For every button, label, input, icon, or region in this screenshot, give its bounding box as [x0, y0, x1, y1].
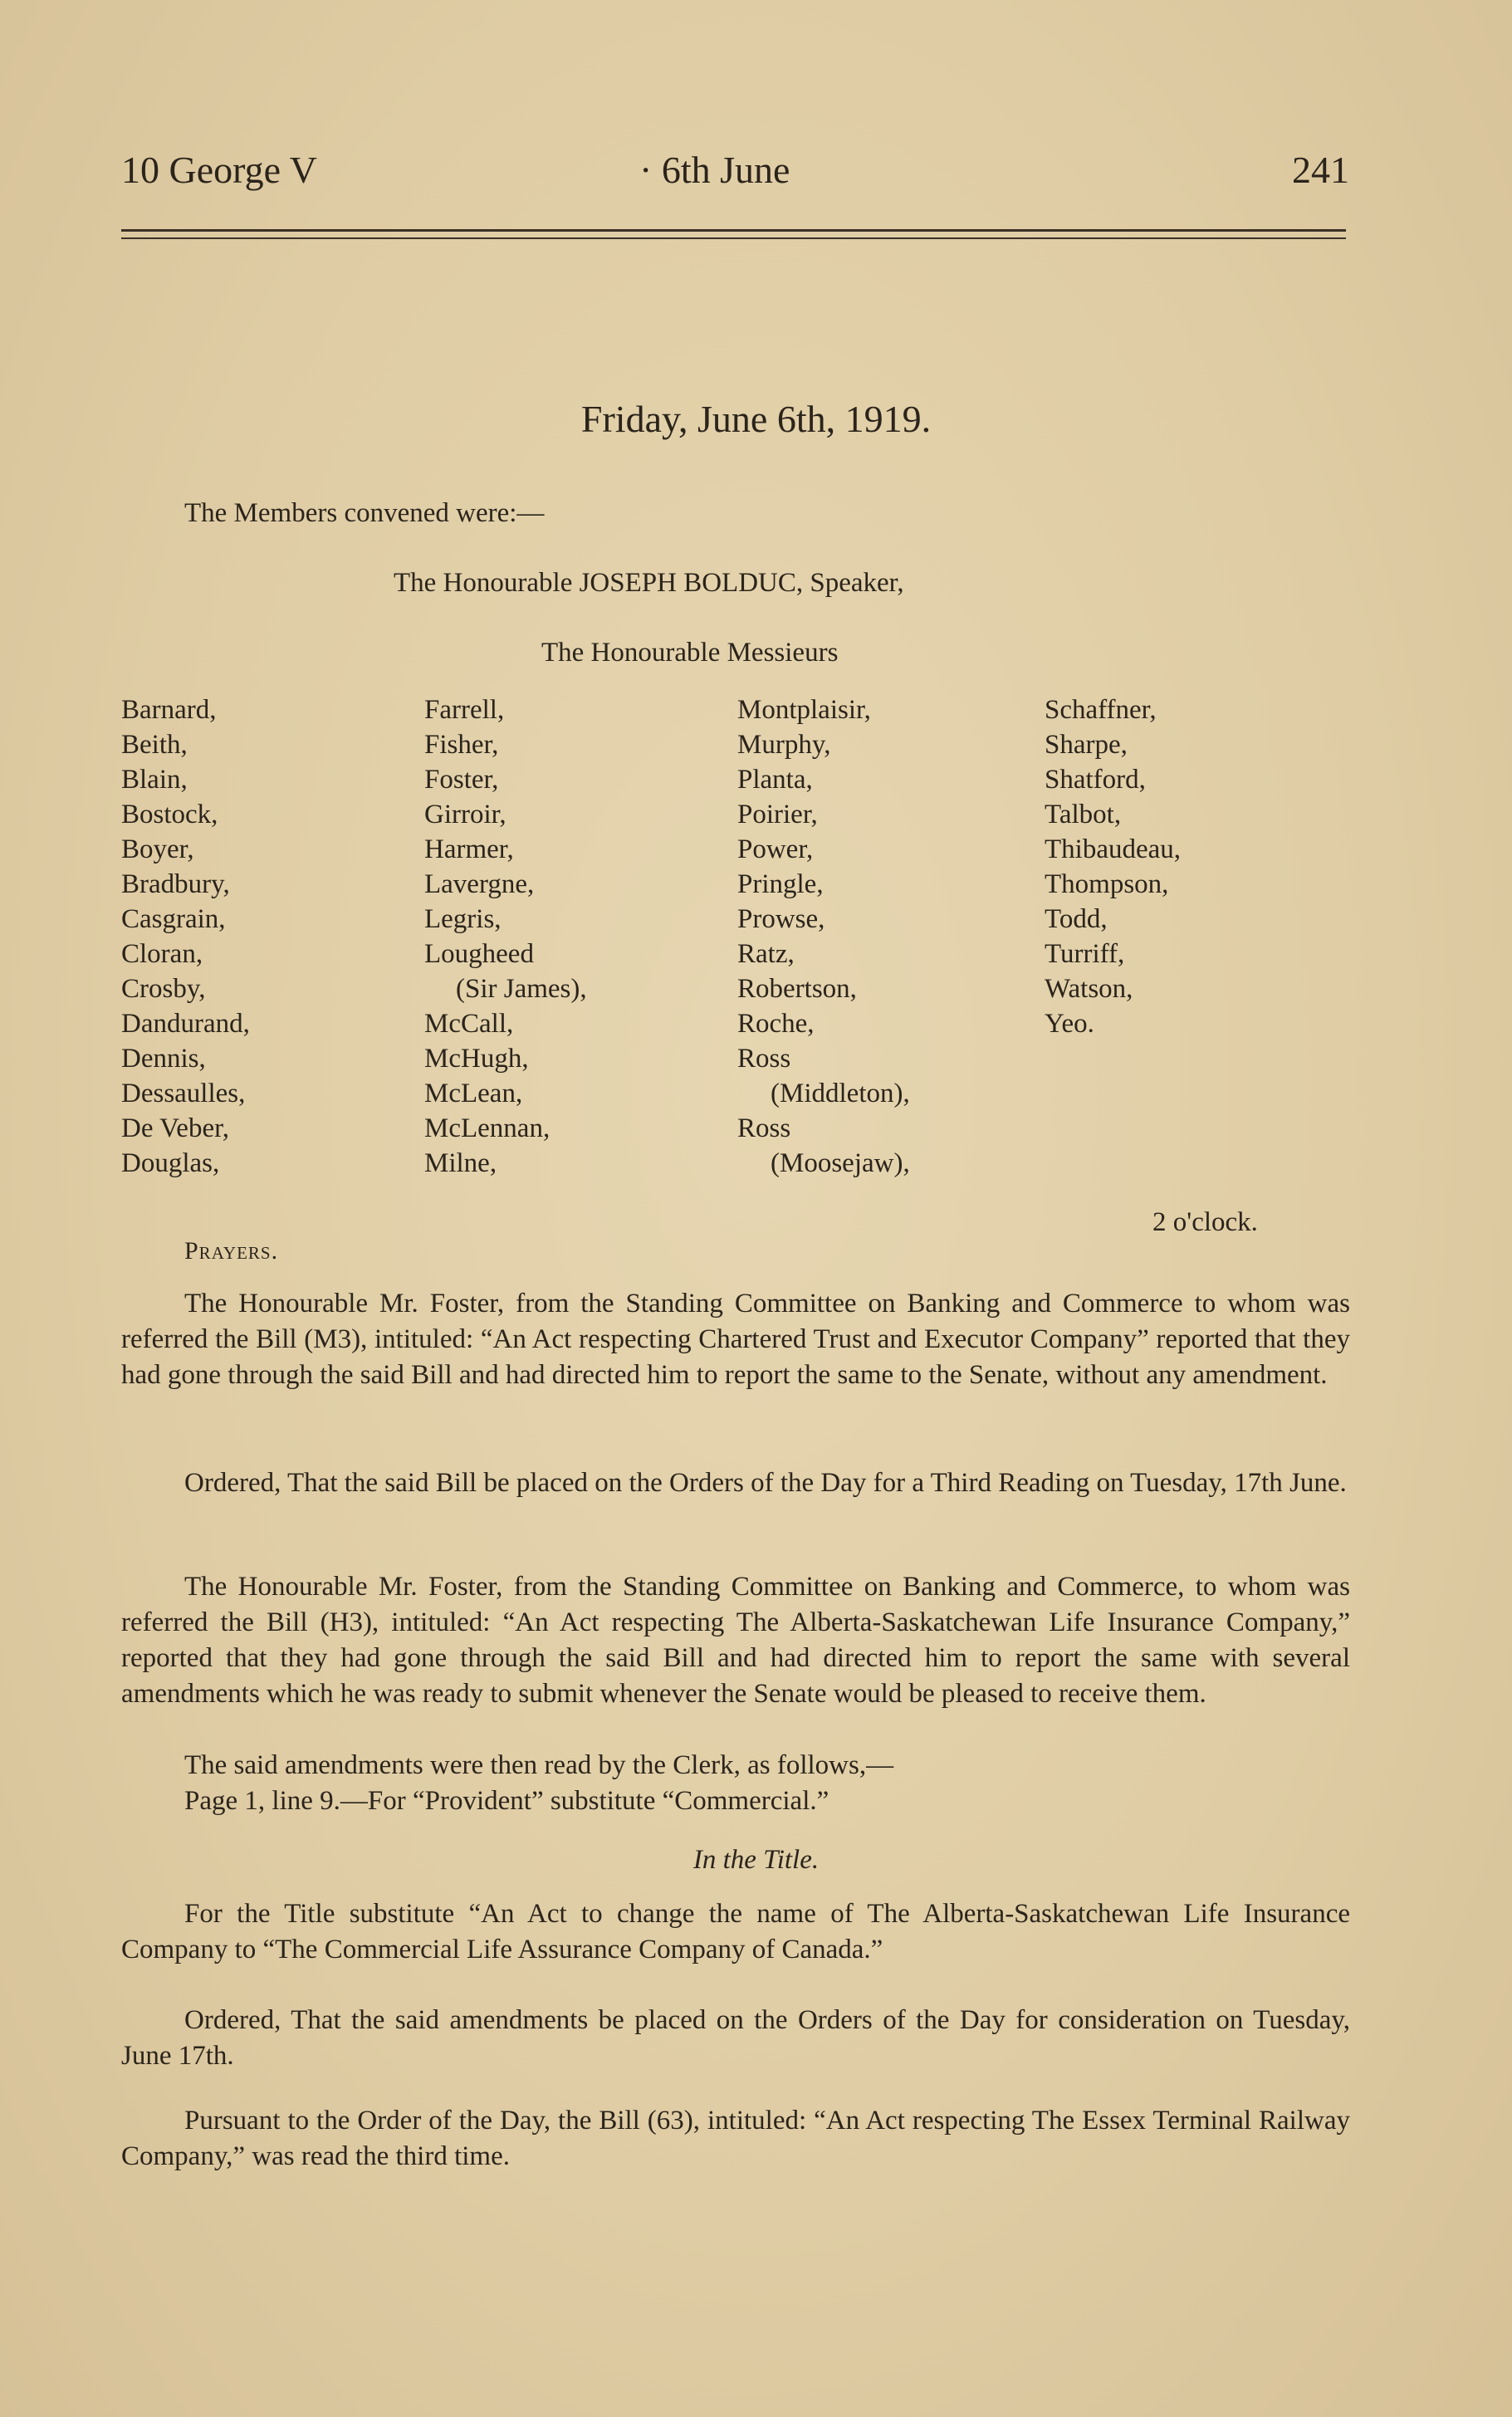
- date-title: Friday, June 6th, 1919.: [580, 398, 932, 440]
- member-name: (Middleton),: [771, 1079, 910, 1108]
- member-name: Farrell,: [424, 695, 505, 725]
- member-name: Turriff,: [1045, 939, 1125, 969]
- member-name: Bradbury,: [121, 869, 230, 899]
- speaker-line: The Honourable JOSEPH BOLDUC, Speaker,: [394, 568, 904, 598]
- member-name: Schaffner,: [1045, 695, 1157, 725]
- member-name: Sharpe,: [1045, 730, 1128, 760]
- member-name: McHugh,: [424, 1044, 529, 1074]
- member-name: Ross: [737, 1113, 791, 1143]
- member-name: Poirier,: [737, 800, 818, 829]
- members-intro: The Members convened were:—: [184, 498, 545, 528]
- member-name: Lavergne,: [424, 869, 535, 899]
- member-name: Thompson,: [1045, 869, 1169, 899]
- member-name: Thibaudeau,: [1045, 834, 1182, 864]
- prayers-heading: Prayers.: [184, 1237, 279, 1265]
- member-name: Blain,: [121, 765, 188, 795]
- member-name: Harmer,: [424, 834, 514, 864]
- member-name: Shatford,: [1045, 765, 1146, 795]
- member-name: Casgrain,: [121, 904, 226, 934]
- member-name: Milne,: [424, 1148, 497, 1178]
- running-head-date: 6th June: [661, 149, 790, 191]
- member-name: Foster,: [424, 765, 499, 795]
- paragraph-order-third-reading: Ordered, That the said Bill be placed on the Orders of the Day for a Third Reading on Tuesday, 17th June.: [184, 1468, 1347, 1498]
- member-name: Planta,: [737, 765, 813, 795]
- member-name: McLean,: [424, 1079, 523, 1108]
- header-rule-bottom: [121, 237, 1346, 239]
- member-name: Girroir,: [424, 800, 506, 829]
- member-name: De Veber,: [121, 1113, 230, 1143]
- member-name: Legris,: [424, 904, 502, 934]
- member-name: Yeo.: [1045, 1009, 1094, 1039]
- member-name: Bostock,: [121, 800, 218, 829]
- member-name: Lougheed: [424, 939, 534, 969]
- sitting-time: 2 o'clock.: [1152, 1207, 1258, 1237]
- paragraph-report-h3: The Honourable Mr. Foster, from the Standing Committee on Banking and Commerce, to whom was referred the Bill (H3), intituled: “An Act respecting The Alberta-Saskatchewan Life Insurance Company,” reported that they had gone through the said Bill and had directed him to report the same with several amendments which he was ready to submit whenever the Senate would be pleased to receive them.: [121, 1572, 1350, 1709]
- member-name: Ross: [737, 1044, 791, 1074]
- member-name: Dessaulles,: [121, 1079, 246, 1108]
- running-head-center: · 6th June: [639, 149, 790, 191]
- member-name: Crosby,: [121, 974, 206, 1004]
- members-column-2: [424, 692, 587, 1181]
- paragraph-report-m3: The Honourable Mr. Foster, from the Standing Committee on Banking and Commerce to whom was referred the Bill (M3), intituled: “An Act respecting Chartered Trust and Executor Company” reported that they had gone through the said Bill and had directed him to report the same to the Senate, without any amendment.: [121, 1289, 1350, 1390]
- members-column-1: [121, 692, 250, 1181]
- in-the-title-heading: In the Title.: [692, 1845, 820, 1875]
- paragraph-amendments-read: The said amendments were then read by the Clerk, as follows,—: [184, 1750, 894, 1780]
- member-name: Ratz,: [737, 939, 795, 969]
- member-name: (Sir James),: [456, 974, 587, 1004]
- member-name: Dennis,: [121, 1044, 206, 1074]
- member-name: Beith,: [121, 730, 188, 760]
- member-name: Murphy,: [737, 730, 831, 760]
- member-name: McCall,: [424, 1009, 514, 1039]
- header-rule-top: [121, 229, 1346, 232]
- member-name: (Moosejaw),: [771, 1148, 910, 1178]
- member-name: Dandurand,: [121, 1009, 250, 1039]
- paragraph-bill-63-third-reading: Pursuant to the Order of the Day, the Bill (63), intituled: “An Act respecting The Essex Terminal Railway Company,” was read the third time.: [121, 2106, 1350, 2171]
- members-column-4: [1045, 692, 1181, 1041]
- messieurs-line: The Honourable Messieurs: [541, 638, 839, 668]
- member-name: Pringle,: [737, 869, 824, 899]
- member-name: Montplaisir,: [737, 695, 871, 725]
- page-number: 241: [1292, 149, 1349, 191]
- paragraph-title-amendment: For the Title substitute “An Act to change the name of The Alberta-Saskatchewan Life Insurance Company to “The Commercial Life Assurance Company of Canada.”: [121, 1899, 1350, 1964]
- paragraph-amendment-page1: Page 1, line 9.—For “Provident” substitute “Commercial.”: [184, 1786, 829, 1816]
- members-column-3: [737, 692, 910, 1181]
- member-name: McLennan,: [424, 1113, 550, 1143]
- member-name: Douglas,: [121, 1148, 220, 1178]
- paragraph-order-consideration: Ordered, That the said amendments be placed on the Orders of the Day for consideration on Tuesday, June 17th.: [121, 2005, 1350, 2071]
- member-name: Power,: [737, 834, 814, 864]
- member-name: Boyer,: [121, 834, 194, 864]
- member-name: Roche,: [737, 1009, 815, 1039]
- member-name: Watson,: [1045, 974, 1133, 1004]
- running-head-left: 10 George V: [121, 149, 317, 191]
- member-name: Fisher,: [424, 730, 499, 760]
- member-name: Barnard,: [121, 695, 217, 725]
- member-name: Cloran,: [121, 939, 203, 969]
- member-name: Prowse,: [737, 904, 825, 934]
- member-name: Talbot,: [1045, 800, 1122, 829]
- member-name: Robertson,: [737, 974, 857, 1004]
- member-name: Todd,: [1045, 904, 1108, 934]
